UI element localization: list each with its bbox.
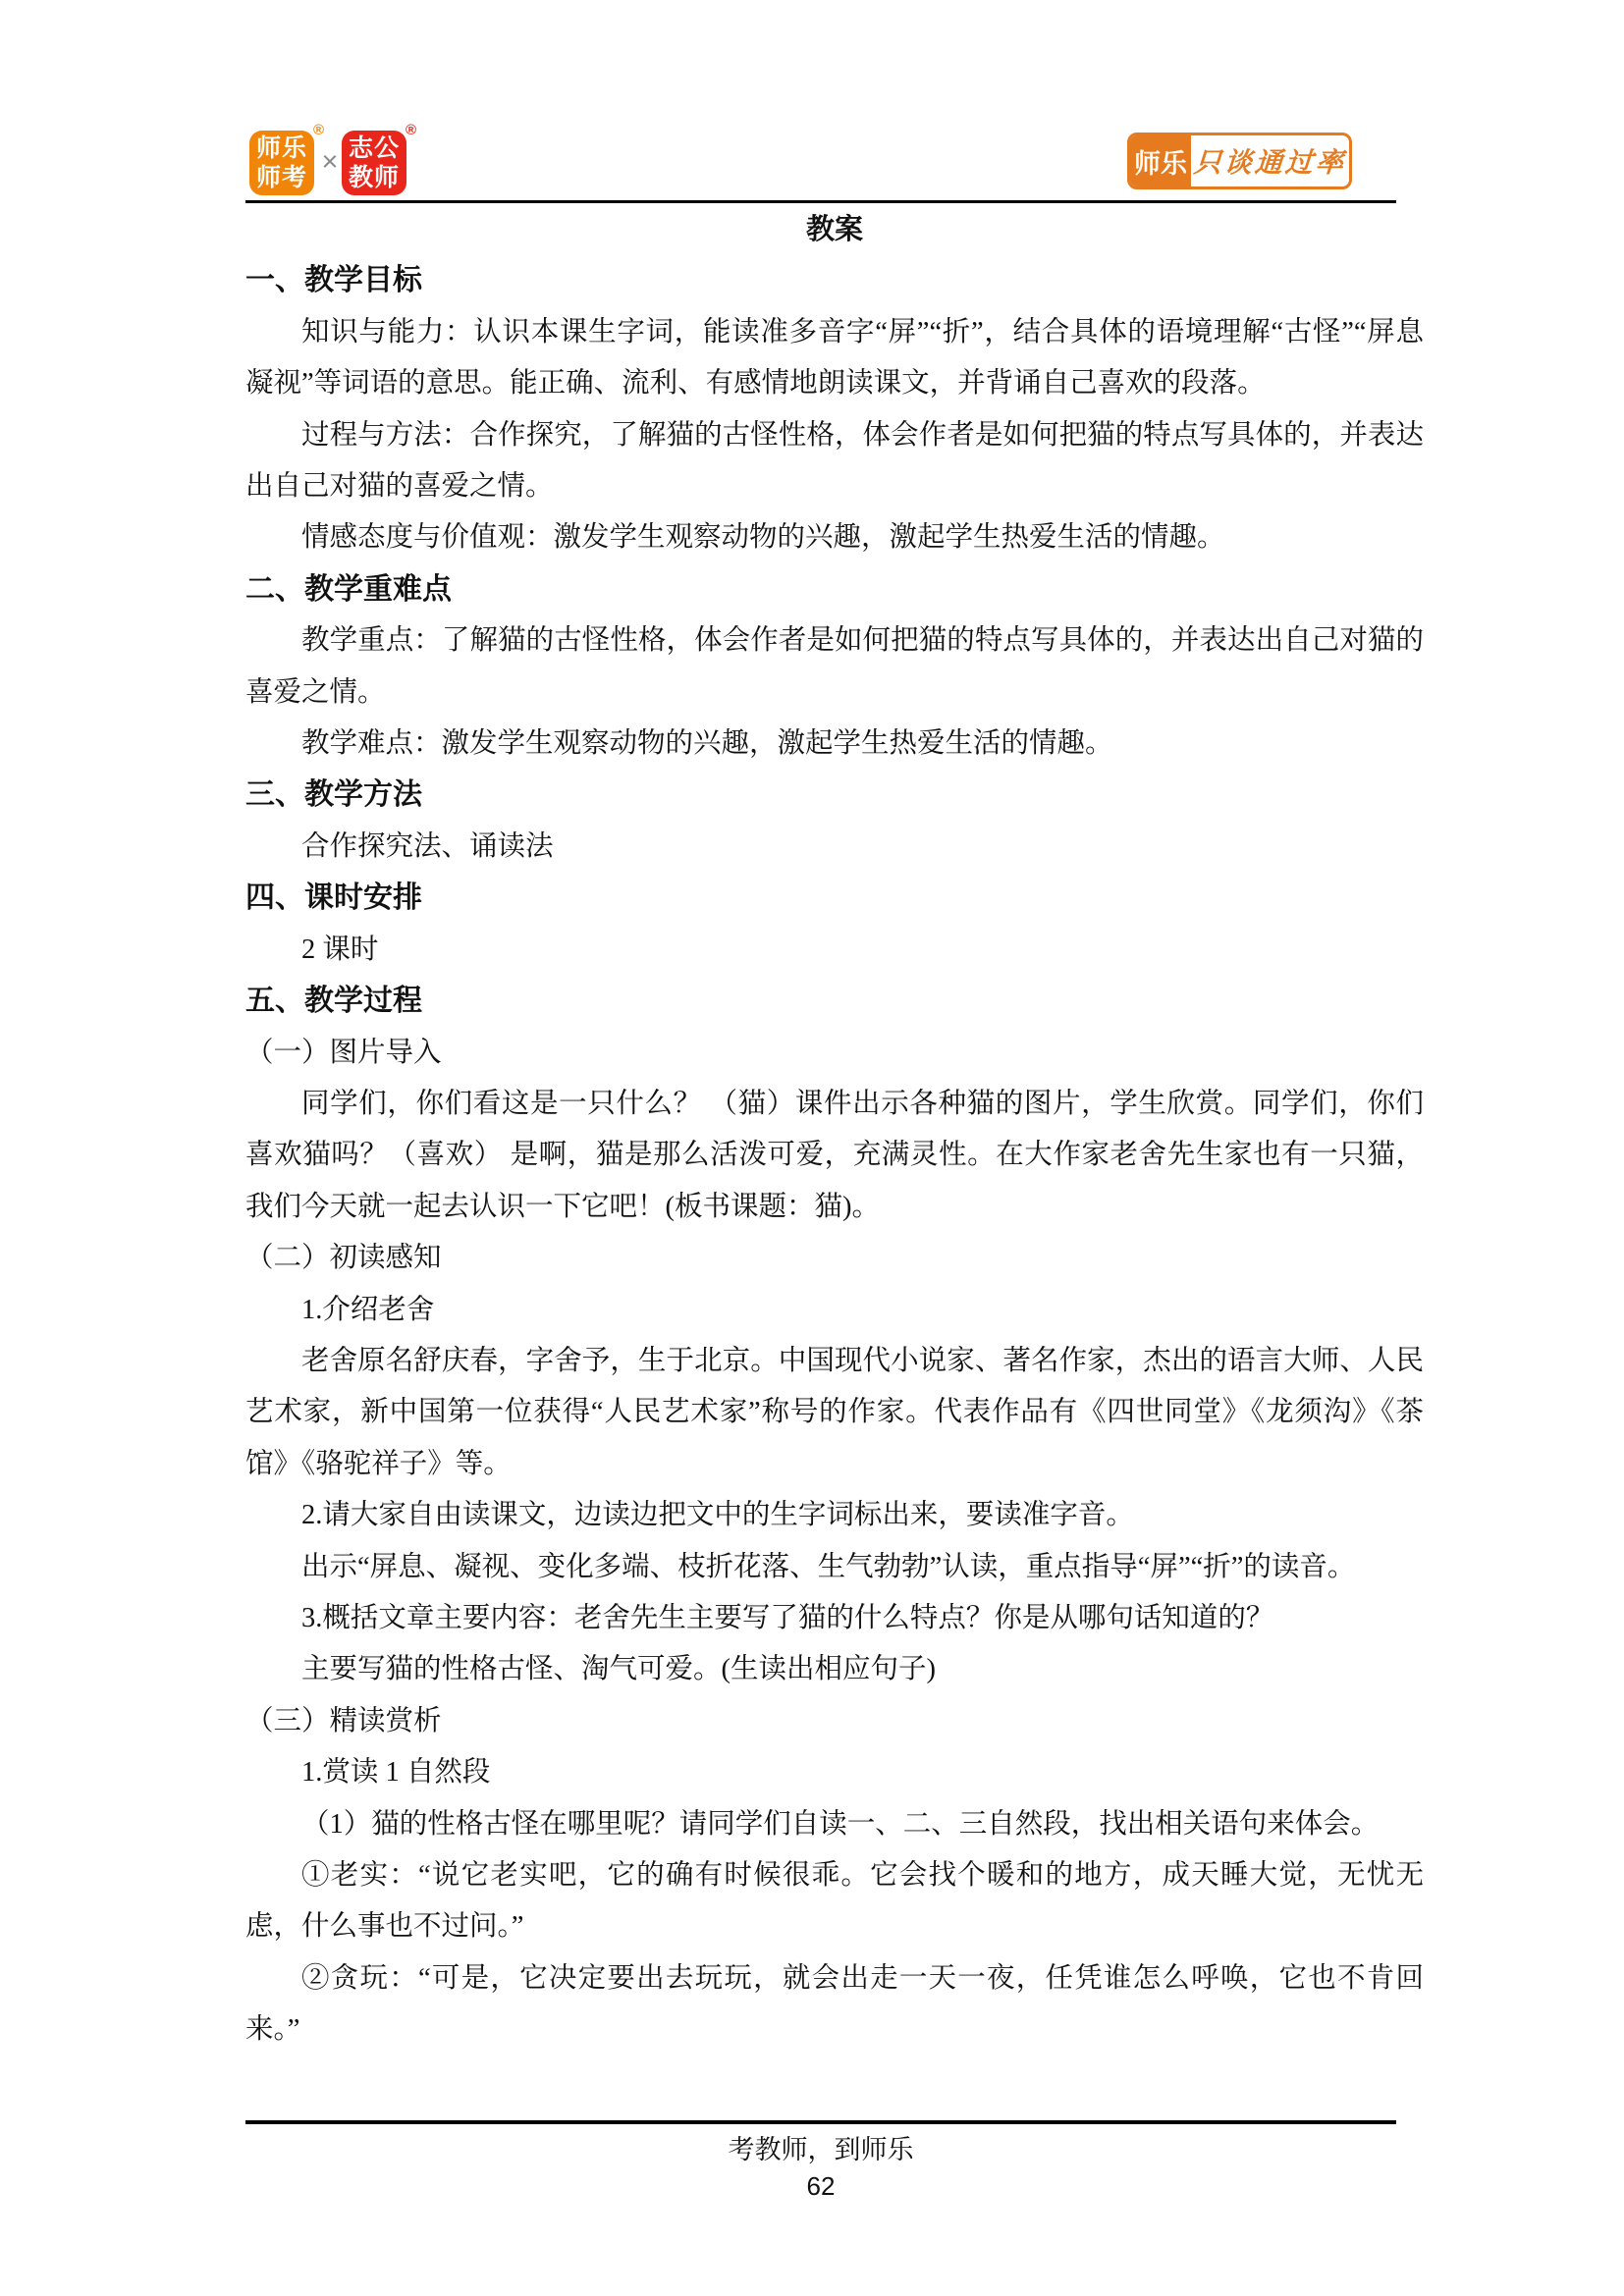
paragraph: 1.介绍老舍 [301, 1294, 435, 1325]
paragraph: 出示“屏息、凝视、变化多端、枝折花落、生气勃勃”认读，重点指导“屏”“折”的读音。 [301, 1551, 1356, 1582]
collab-x-separator: × [321, 146, 339, 178]
paragraph: 3.概括文章主要内容：老舍先生主要写了猫的什么特点？你是从哪句话知道的？ [301, 1602, 1274, 1633]
section-heading: 五、教学过程 [245, 985, 422, 1018]
banner-brand: 师乐 [1130, 135, 1191, 187]
paragraph: 教学难点：激发学生观察动物的兴趣，激起学生热爱生活的情趣。 [301, 728, 1113, 760]
logo-text-line: 教师 [348, 164, 400, 191]
footer-divider [245, 2120, 1396, 2124]
shile-shikao-logo [249, 122, 324, 195]
footer-slogan: 考教师，到师乐 [728, 2135, 914, 2164]
section-heading: 四、课时安排 [245, 881, 422, 915]
zhigong-jiaoshi-logo [342, 122, 416, 195]
banner-slogan: 只谈通过率 [1192, 147, 1347, 178]
subsection-heading: （二）初读感知 [245, 1243, 442, 1274]
paragraph: ①老实：“说它老实吧，它的确有时候很乖。它会找个暖和的地方，成天睡大觉，无忧无虑，什么事也不过问。” [245, 1860, 1424, 1943]
section-heading: 二、教学重难点 [245, 572, 452, 606]
paragraph: 主要写猫的性格古怪、淘气可爱。(生读出相应句子) [301, 1654, 936, 1685]
document-title: 教案 [805, 214, 863, 245]
paragraph: 知识与能力：认识本课生字词，能读准多音字“屏”“折”，结合具体的语境理解“古怪”“屏息凝视”等词语的意思。能正确、流利、有感情地朗读课文，并背诵自己喜欢的段落。 [245, 316, 1424, 400]
paragraph: 情感态度与价值观：激发学生观察动物的兴趣，激起学生热爱生活的情趣。 [301, 522, 1225, 554]
section-heading: 三、教学方法 [245, 778, 422, 812]
paragraph: 老舍原名舒庆春，字舍予，生于北京。中国现代小说家、著名作家，杰出的语言大师、人民艺术家，新中国第一位获得“人民艺术家”称号的作家。代表作品有《四世同堂》《龙须沟》《茶馆》《骆驼祥子》等。 [245, 1345, 1424, 1479]
paragraph: 2 课时 [301, 934, 379, 965]
subsection-heading: （三）精读赏析 [245, 1705, 442, 1736]
document-blocks [245, 255, 1424, 2056]
paragraph: 同学们，你们看这是一只什么？ （猫）课件出示各种猫的图片，学生欣赏。同学们，你们喜欢猫吗？（喜欢） 是啊，猫是那么活泼可爱，充满灵性。在大作家老舍先生家也有一只猫，我们今天就一起去认识一下它吧！(板书课题：猫)。 [245, 1088, 1424, 1222]
logo-text-line: 志公 [348, 134, 400, 162]
paragraph: 合作探究法、诵读法 [301, 830, 554, 862]
page-number: 62 [806, 2171, 836, 2201]
subsection-heading: （一）图片导入 [245, 1037, 442, 1068]
slogan-banner [1127, 133, 1352, 189]
paragraph: （1）猫的性格古怪在哪里呢？请同学们自读一、二、三自然段，找出相关语句来体会。 [301, 1808, 1380, 1840]
paragraph: 2.请大家自由读课文，边读边把文中的生字词标出来，要读准字音。 [301, 1500, 1134, 1531]
header-divider [245, 200, 1396, 203]
paragraph: 教学重点：了解猫的古怪性格，体会作者是如何把猫的特点写具体的，并表达出自己对猫的喜爱之情。 [245, 625, 1424, 708]
document-content [245, 204, 1424, 2056]
section-heading: 一、教学目标 [245, 264, 422, 297]
paragraph: ②贪玩：“可是，它决定要出去玩玩，就会出走一天一夜，任凭谁怎么呼唤，它也不肯回来。” [245, 1962, 1424, 2046]
registered-mark-icon: ® [312, 122, 324, 138]
registered-mark-icon: ® [405, 122, 416, 138]
paragraph: 过程与方法：合作探究，了解猫的古怪性格，体会作者是如何把猫的特点写具体的，并表达出自己对猫的喜爱之情。 [245, 419, 1424, 503]
logo-text-line: 师乐 [255, 134, 307, 162]
logo-text-line: 师考 [255, 164, 307, 191]
paragraph: 1.赏读 1 自然段 [301, 1757, 491, 1789]
